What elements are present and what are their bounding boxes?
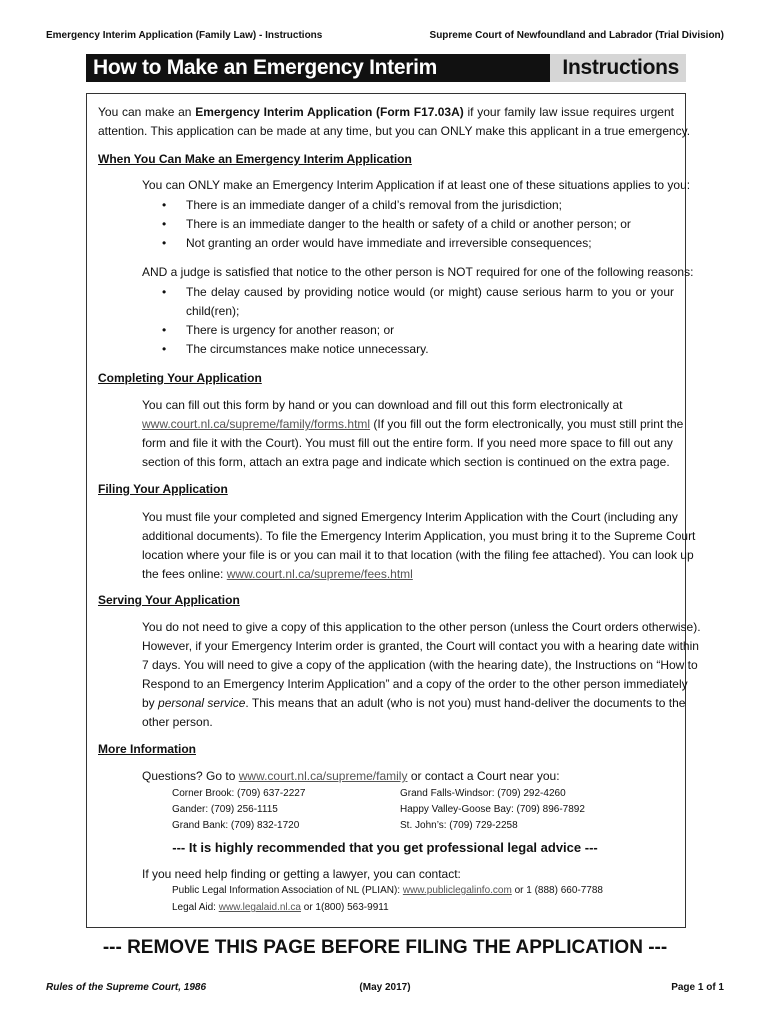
- questions-line: [142, 767, 560, 786]
- footer-page-number: Page 1 of 1: [671, 982, 724, 993]
- filing-line-3: location where your file is or you can mail it to that location (with the filing fee attached). You can look up: [142, 548, 694, 562]
- intro-line-2: attention. This application can be made at any time, but you can ONLY make this applicant in a true emergency.: [98, 124, 691, 138]
- court-contact: Happy Valley-Goose Bay: (709) 896-7892: [400, 804, 585, 815]
- serving-line-4: Respond to an Emergency Interim Application” and a copy of the order to the other person immediately: [142, 677, 688, 691]
- forms-link[interactable]: www.court.nl.ca/supreme/family/forms.html: [142, 417, 371, 431]
- page-header: [46, 30, 724, 44]
- court-contact: Grand Bank: (709) 832-1720: [172, 820, 300, 831]
- questions-text-cont: or contact a Court near you:: [410, 769, 560, 783]
- header-court-name: Supreme Court of Newfoundland and Labrador (Trial Division): [429, 30, 724, 41]
- completing-line-1: You can fill out this form by hand or you can download and fill out this form electronically at: [142, 398, 623, 412]
- and-lead: AND a judge is satisfied that notice to the other person is NOT required for one of the following reasons:: [142, 265, 694, 279]
- serving-line-3: 7 days. You will need to give a copy of the application (with the hearing date), the Instructions on “How to: [142, 658, 698, 672]
- bullet-icon: •: [162, 236, 167, 250]
- filing-line-2: additional documents). To file the Emergency Interim Application, you must bring it to the Supreme Court: [142, 529, 696, 543]
- list-item-text-cont: child(ren);: [186, 304, 240, 318]
- list-item-text: There is urgency for another reason; or: [186, 323, 395, 337]
- instructions-tag: Instructions: [550, 54, 686, 82]
- help-lead: If you need help finding or getting a lawyer, you can contact:: [142, 867, 461, 881]
- list-item-text: There is an immediate danger of a child’s removal from the jurisdiction;: [186, 198, 562, 212]
- fees-link[interactable]: www.court.nl.ca/supreme/fees.html: [226, 567, 413, 581]
- legal-aid-contact: [172, 901, 389, 915]
- list-item-text: The delay caused by providing notice would (or might) cause serious harm to you or your: [186, 285, 674, 299]
- plian-phone: or 1 (888) 660-7788: [511, 885, 603, 896]
- serving-line-6: other person.: [142, 715, 213, 729]
- bullet-icon: •: [162, 198, 167, 212]
- list-item-text: There is an immediate danger to the health or safety of a child or another person; or: [186, 217, 631, 231]
- serving-line-5-text-cont: . This means that an adult (who is not you) must hand-deliver the documents to the: [245, 696, 686, 710]
- page-footer: [46, 982, 724, 996]
- court-contact: Corner Brook: (709) 637-2227: [172, 788, 306, 799]
- completing-line-3: form and file it with the Court). You must fill out the entire form. If you need more space to fill out any: [142, 436, 673, 450]
- filing-line-4-text: the fees online:: [142, 567, 224, 581]
- intro-line-1: [98, 103, 674, 122]
- page-title: How to Make an Emergency Interim Application: [86, 54, 550, 82]
- questions-text: Questions? Go to: [142, 769, 236, 783]
- footer-date: (May 2017): [359, 982, 411, 993]
- when-lead: You can ONLY make an Emergency Interim Application if at least one of these situations applies to you:: [142, 178, 691, 192]
- completing-line-2: [142, 415, 684, 434]
- intro-text: You can make an: [98, 105, 192, 119]
- list-item-text: The circumstances make notice unnecessary.: [186, 342, 429, 356]
- bullet-icon: •: [162, 342, 167, 356]
- section-heading-serving: Serving Your Application: [98, 593, 240, 607]
- court-contact: St. John’s: (709) 729-2258: [400, 820, 518, 831]
- legal-advice-notice: --- It is highly recommended that you get professional legal advice ---: [172, 840, 598, 855]
- intro-text-cont: if your family law issue requires urgent: [467, 105, 674, 119]
- section-heading-when: When You Can Make an Emergency Interim Application: [98, 152, 412, 166]
- legal-aid-link[interactable]: www.legalaid.nl.ca: [218, 902, 301, 913]
- completing-line-4: section of this form, attach an extra page and indicate which section is continued on the extra page.: [142, 455, 670, 469]
- bullet-icon: •: [162, 323, 167, 337]
- court-contact: Gander: (709) 256-1115: [172, 804, 278, 815]
- bullet-icon: •: [162, 217, 167, 231]
- section-heading-completing: Completing Your Application: [98, 371, 262, 385]
- list-item-text: Not granting an order would have immediate and irreversible consequences;: [186, 236, 592, 250]
- intro-form-name: Emergency Interim Application (Form F17.03A): [195, 105, 464, 119]
- serving-line-2: However, if your Emergency Interim order is granted, the Court will contact you with a hearing date within: [142, 639, 699, 653]
- plian-link[interactable]: www.publiclegalinfo.com: [402, 885, 512, 896]
- section-heading-filing: Filing Your Application: [98, 482, 228, 496]
- serving-line-5: [142, 694, 686, 713]
- legal-aid-phone: or 1(800) 563-9911: [303, 902, 389, 913]
- serving-line-1: You do not need to give a copy of this application to the other person (unless the Court orders otherwise).: [142, 620, 701, 634]
- title-bar: [86, 54, 686, 107]
- serving-line-5-text: by: [142, 696, 155, 710]
- header-form-title: Emergency Interim Application (Family Law) - Instructions: [46, 30, 323, 41]
- family-court-link[interactable]: www.court.nl.ca/supreme/family: [238, 769, 408, 783]
- personal-service-term: personal service: [158, 696, 246, 710]
- filing-line-4: [142, 565, 413, 584]
- completing-line-2-text: (If you fill out the form electronically, you must still print the: [373, 417, 684, 431]
- remove-page-notice: --- REMOVE THIS PAGE BEFORE FILING THE APPLICATION ---: [102, 937, 668, 958]
- footer-rules: Rules of the Supreme Court, 1986: [46, 982, 207, 993]
- section-heading-more-info: More Information: [98, 742, 196, 756]
- plian-contact: [172, 884, 603, 898]
- filing-line-1: You must file your completed and signed Emergency Interim Application with the Court (including any: [142, 510, 678, 524]
- court-contact: Grand Falls-Windsor: (709) 292-4260: [400, 788, 566, 799]
- legal-aid-text: Legal Aid:: [172, 902, 216, 913]
- plian-text: Public Legal Information Association of NL (PLIAN):: [172, 885, 401, 896]
- bullet-icon: •: [162, 285, 167, 299]
